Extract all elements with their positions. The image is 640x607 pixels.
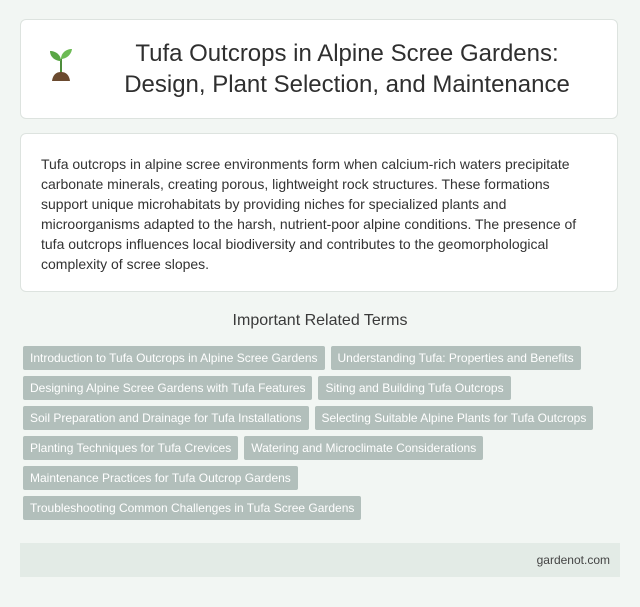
term-tag-understanding-tufa[interactable]: Understanding Tufa: Properties and Benefits: [331, 346, 581, 370]
term-tag-designing-gardens[interactable]: Designing Alpine Scree Gardens with Tufa Features: [23, 376, 312, 400]
related-terms-heading: Important Related Terms: [232, 312, 408, 329]
term-tag-siting-building[interactable]: Siting and Building Tufa Outcrops: [318, 376, 510, 400]
term-tag-watering-microclimate[interactable]: Watering and Microclimate Considerations: [244, 436, 483, 460]
term-tag-introduction[interactable]: Introduction to Tufa Outcrops in Alpine Scree Gardens: [23, 346, 325, 370]
term-tag-planting-techniques[interactable]: Planting Techniques for Tufa Crevices: [23, 436, 238, 460]
term-tag-troubleshooting[interactable]: Troubleshooting Common Challenges in Tufa Scree Gardens: [23, 496, 361, 520]
header-card: [20, 19, 618, 119]
intro-paragraph: Tufa outcrops in alpine scree environments form when calcium-rich waters precipitate carbonate minerals, creating porous, lightweight rock structures. These formations support unique microhabitats by providing niches for specialized plants and microorganisms adapted to the harsh, nutrient-poor alpine conditions. The presence of tufa outcrops influences local biodiversity and contributes to the geomorphological complexity of scree slopes.: [41, 156, 577, 272]
term-tag-soil-preparation[interactable]: Soil Preparation and Drainage for Tufa Installations: [23, 406, 309, 430]
term-tag-selecting-plants[interactable]: Selecting Suitable Alpine Plants for Tufa Outcrops: [315, 406, 594, 430]
sprout-icon: [45, 45, 77, 85]
page-title: Tufa Outcrops in Alpine Scree Gardens: Design, Plant Selection, and Maintenance: [124, 40, 570, 98]
intro-card: [20, 133, 618, 292]
term-tag-maintenance-practices[interactable]: Maintenance Practices for Tufa Outcrop Gardens: [23, 466, 298, 490]
footer-bar: [20, 543, 620, 577]
related-terms-list: [20, 343, 620, 523]
header-inner: [21, 20, 617, 118]
footer-source[interactable]: gardenot.com: [536, 553, 610, 567]
